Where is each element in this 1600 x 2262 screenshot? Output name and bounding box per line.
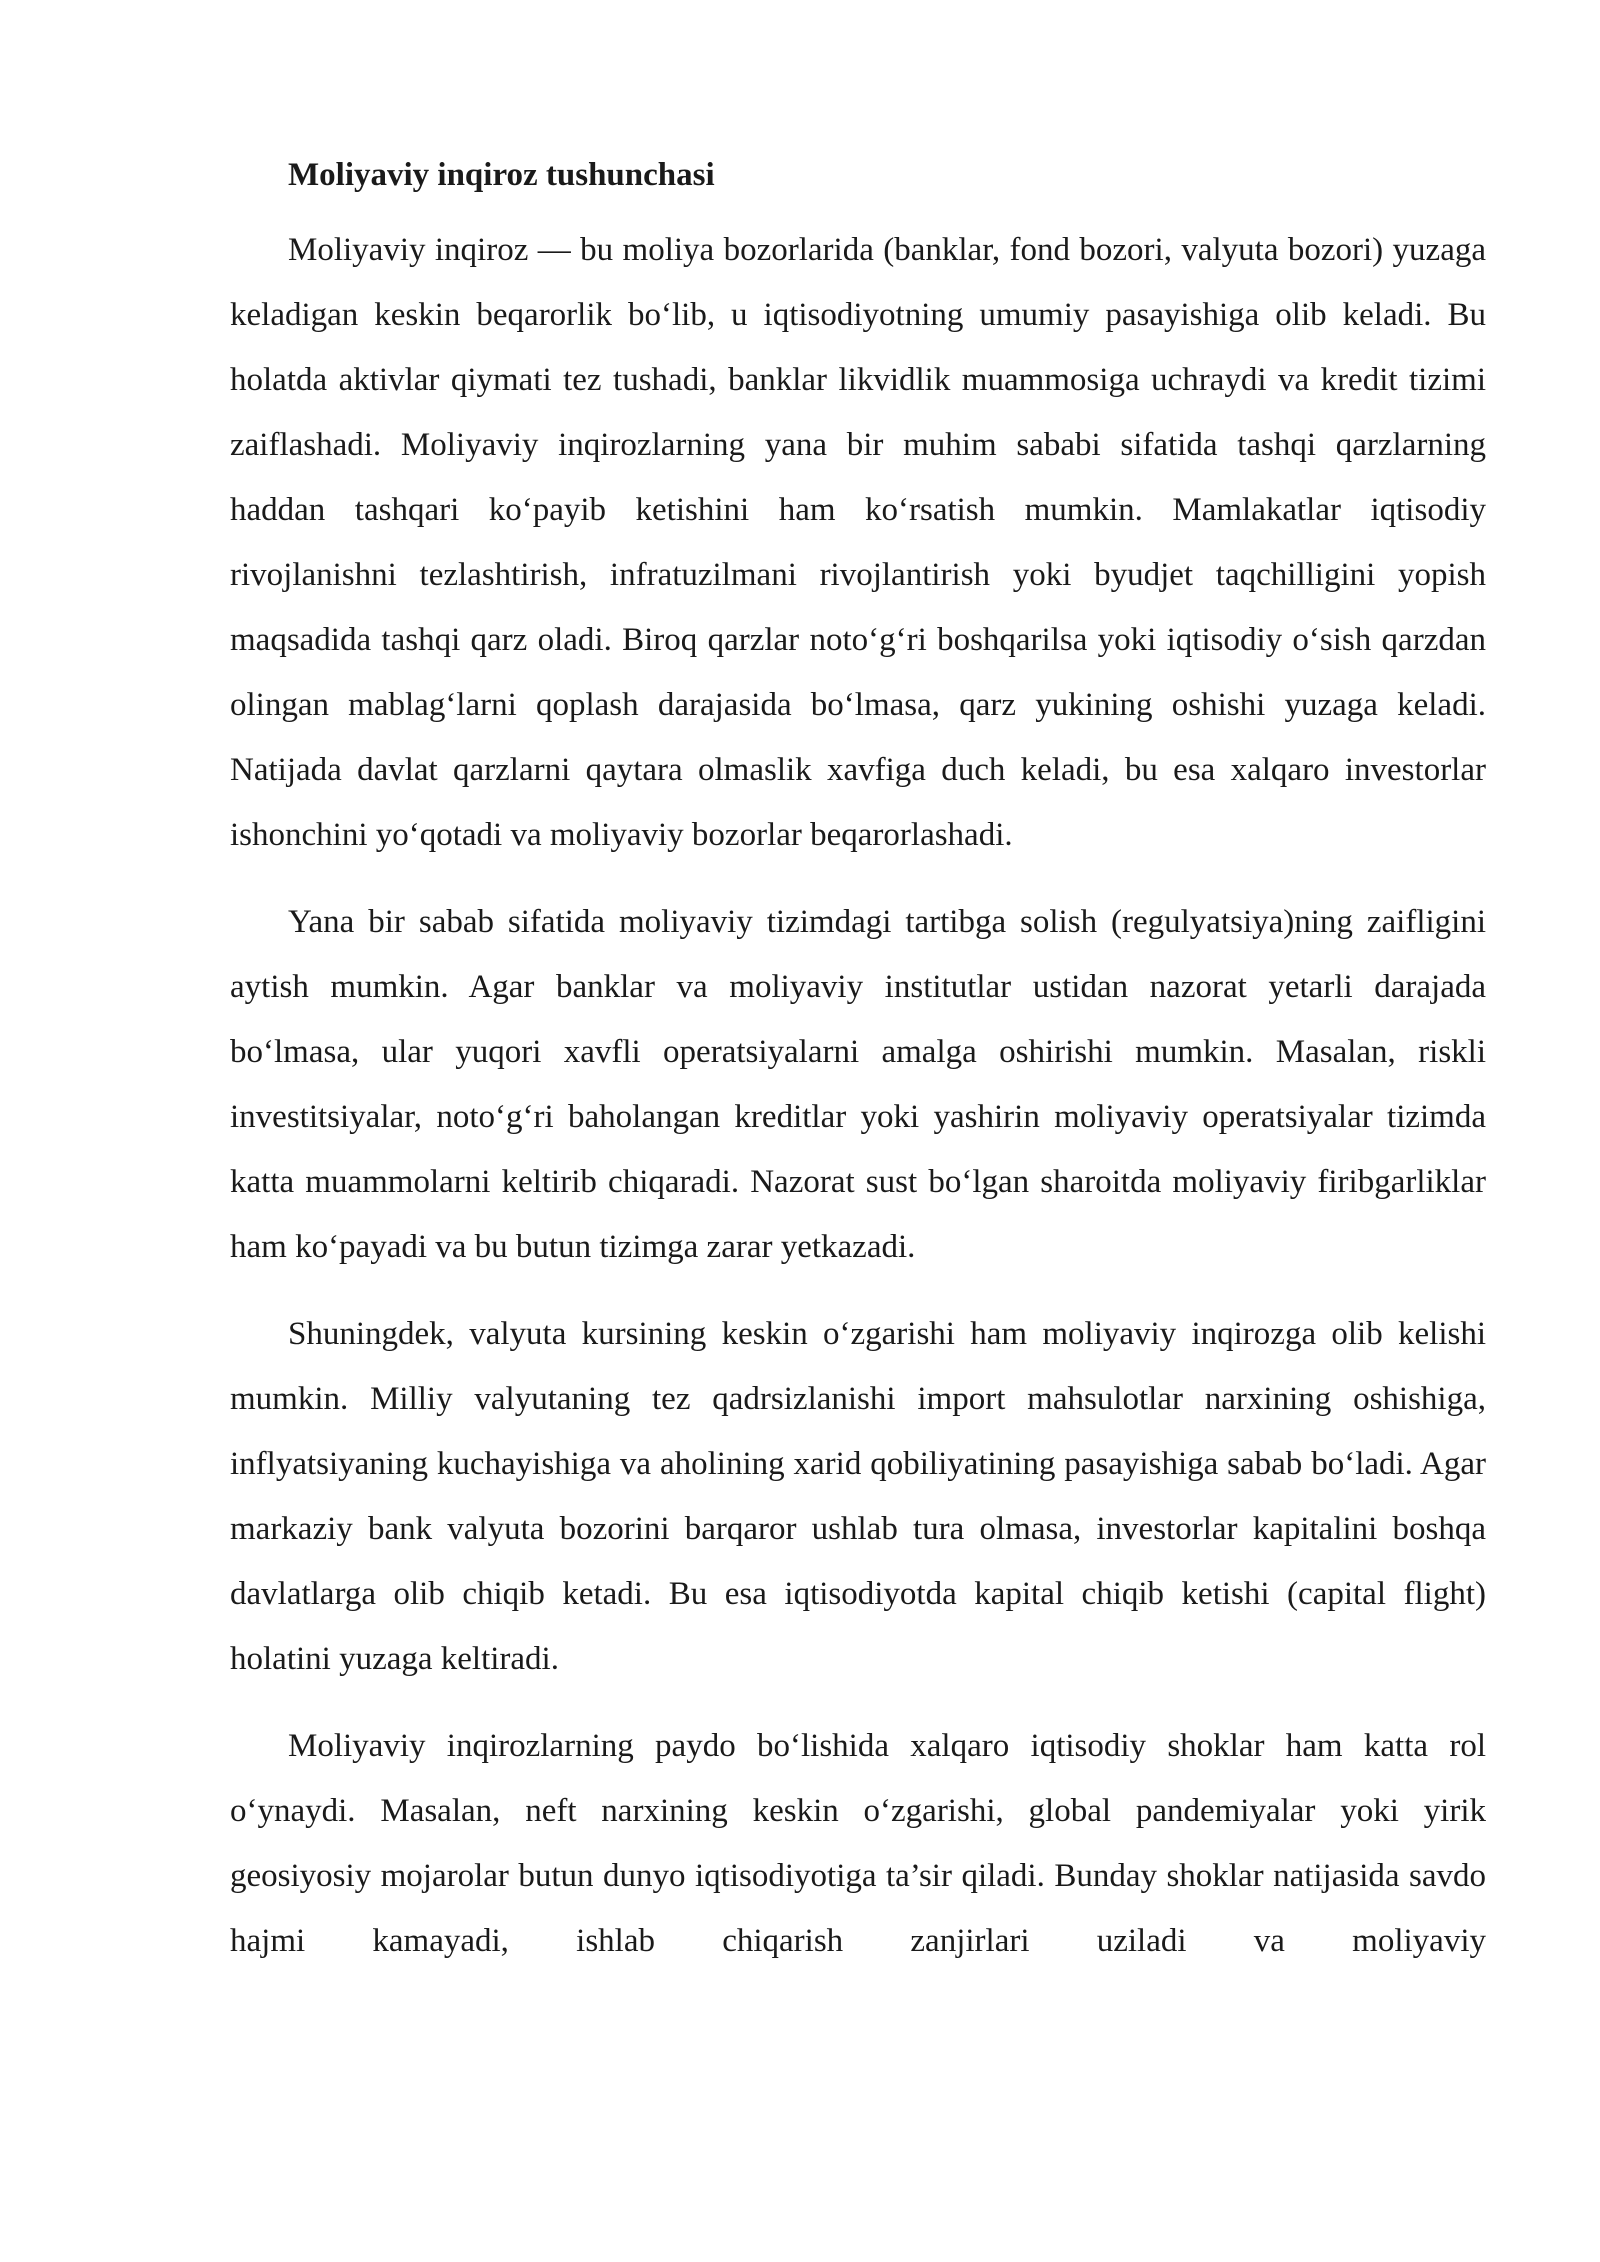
paragraph-regulation: Yana bir sabab sifatida moliyaviy tizimdagi tartibga solish (regulyatsiya)ning zaifligini aytish mumkin. Agar banklar va moliyaviy institutlar ustidan nazorat yetarli darajada bo‘lmasa, ular yuqori xavfli operatsiyalarni amalga oshirishi mumkin. Masalan, riskli investitsiyalar, noto‘g‘ri baholangan kreditlar yoki yashirin moliyaviy operatsiyalar tizimda katta muammolarni keltirib chiqaradi. Nazorat sust bo‘lgan sharoitda moliyaviy firibgarliklar ham ko‘payadi va bu butun tizimga zarar yetkazadi. bbox=[230, 904, 1486, 1265]
section-heading: Moliyaviy inqiroz tushunchasi bbox=[288, 157, 715, 193]
paragraph-definition: Moliyaviy inqiroz — bu moliya bozorlarida (banklar, fond bozori, valyuta bozori) yuzaga keladigan keskin beqarorlik bo‘lib, u iqtisodiyotning umumiy pasayishiga olib keladi. Bu holatda aktivlar qiymati tez tushadi, banklar likvidlik muammosiga uchraydi va kredit tizimi zaiflashadi. Moliyaviy inqirozlarning yana bir muhim sababi sifatida tashqi qarzlarning haddan tashqari ko‘payib ketishini ham ko‘rsatish mumkin. Mamlakatlar iqtisodiy rivojlanishni tezlashtirish, infratuzilmani rivojlantirish yoki byudjet taqchilligini yopish maqsadida tashqi qarz oladi. Biroq qarzlar noto‘g‘ri boshqarilsa yoki iqtisodiy o‘sish qarzdan olingan mablag‘larni qoplash darajasida bo‘lmasa, qarz yukining oshishi yuzaga keladi. Natijada davlat qarzlarni qaytara olmaslik xavfiga duch keladi, bu esa xalqaro investorlar ishonchini yo‘qotadi va moliyaviy bozorlar beqarorlashadi. bbox=[230, 232, 1486, 853]
paragraph-currency: Shuningdek, valyuta kursining keskin o‘zgarishi ham moliyaviy inqirozga olib kelishi mumkin. Milliy valyutaning tez qadrsizlanishi import mahsulotlar narxining oshishiga, inflyatsiyaning kuchayishiga va aholining xarid qobiliyatining pasayishiga sabab bo‘ladi. Agar markaziy bank valyuta bozorini barqaror ushlab tura olmasa, investorlar kapitalini boshqa davlatlarga olib chiqib ketadi. Bu esa iqtisodiyotda kapital chiqib ketishi (capital flight) holatini yuzaga keltiradi. bbox=[230, 1316, 1486, 1677]
paragraph-international-shocks: Moliyaviy inqirozlarning paydo bo‘lishida xalqaro iqtisodiy shoklar ham katta rol o‘ynaydi. Masalan, neft narxining keskin o‘zgarishi, global pandemiyalar yoki yirik geosiyosiy mojarolar butun dunyo iqtisodiyotiga ta’sir qiladi. Bunday shoklar natijasida savdo hajmi kamayadi, ishlab chiqarish zanjirlari uziladi va moliyaviy bbox=[230, 1728, 1486, 1959]
document-body bbox=[230, 150, 1486, 1996]
